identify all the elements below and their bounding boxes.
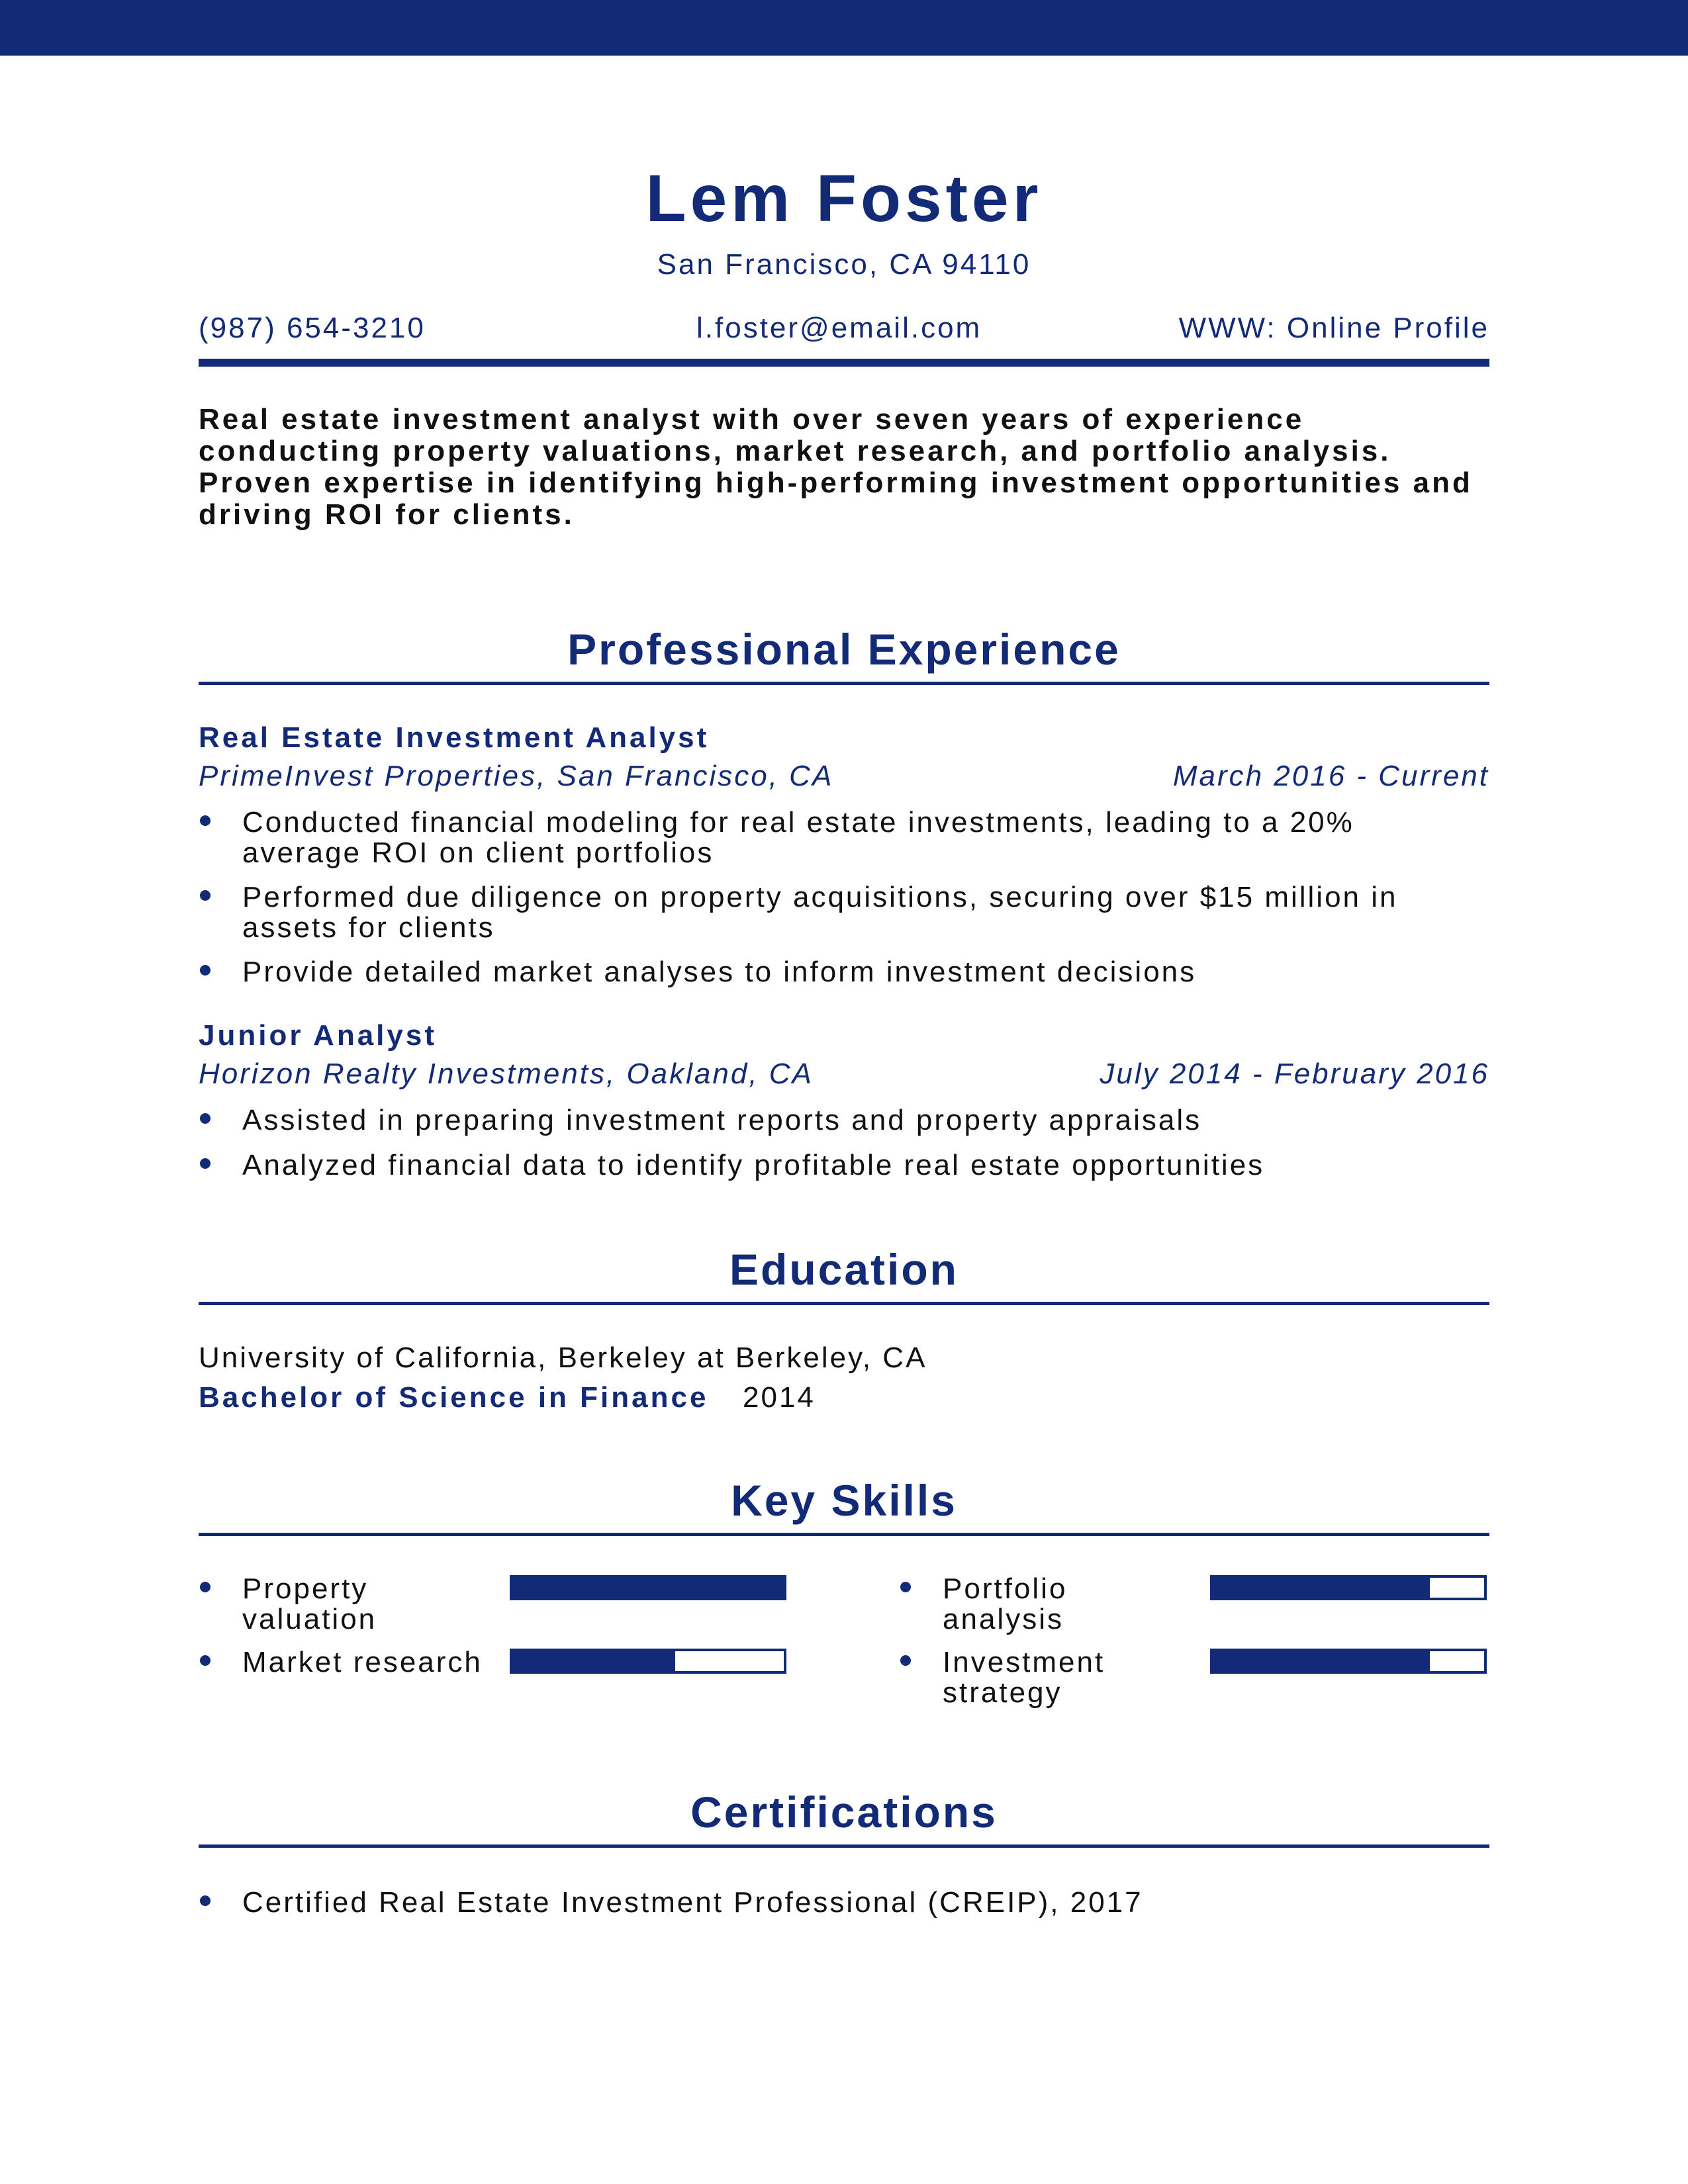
top-accent-bar	[0, 0, 1688, 56]
education-divider	[199, 1302, 1489, 1305]
bullet-dot	[200, 1895, 211, 1906]
job-title: Real Estate Investment Analyst	[199, 721, 710, 754]
experience-divider	[199, 682, 1489, 685]
certifications-divider	[199, 1844, 1489, 1848]
bullet-dot	[900, 1582, 911, 1592]
skill-item	[199, 1647, 788, 1711]
bullet-text: Analyzed financial data to identify profitable real estate opportunities	[242, 1149, 1265, 1181]
bullet-dot	[900, 1655, 911, 1666]
skill-level-fill	[512, 1578, 784, 1598]
education-year: 2014	[743, 1381, 816, 1414]
bullet-text: Performed due diligence on property acquisitions, securing over $15 million in assets for clients	[242, 881, 1398, 944]
email-address: l.foster@email.com	[696, 312, 982, 344]
skill-level-fill	[512, 1651, 675, 1671]
bullet-text: Provide detailed market analyses to inform investment decisions	[242, 956, 1197, 988]
skill-label: Property valuation	[242, 1572, 377, 1635]
education-heading: Education	[729, 1245, 959, 1294]
phone-number: (987) 654-3210	[199, 312, 426, 344]
website-link[interactable]: WWW: Online Profile	[1178, 312, 1489, 344]
skill-level-bar	[510, 1649, 786, 1674]
bullet-dot	[200, 1582, 211, 1592]
job-dates: July 2014 - February 2016	[1100, 1058, 1489, 1090]
certifications-heading: Certifications	[690, 1788, 998, 1837]
skill-level-fill	[1213, 1578, 1430, 1598]
skill-level-bar	[1210, 1575, 1487, 1600]
bullet-text: Certified Real Estate Investment Professional (CREIP), 2017	[242, 1886, 1143, 1919]
bullet-text: Assisted in preparing investment reports and property appraisals	[242, 1104, 1202, 1136]
skill-item	[899, 1647, 1488, 1711]
education-degree: Bachelor of Science in Finance	[199, 1381, 709, 1414]
professional-summary: Real estate investment analyst with over seven years of experience conducting property valuations, market research, and portfolio analysis. Proven expertise in identifying high-performing investment opportunities and driving ROI for clients.	[199, 403, 1473, 531]
candidate-location: San Francisco, CA 94110	[657, 248, 1031, 281]
bullet-text: Conducted financial modeling for real estate investments, leading to a 20% average ROI on client portfolios	[242, 806, 1354, 869]
skill-item	[899, 1574, 1488, 1637]
bullet-dot	[200, 965, 211, 976]
candidate-name: Lem Foster	[645, 161, 1043, 236]
bullet-dot	[200, 1655, 211, 1666]
experience-heading: Professional Experience	[567, 625, 1121, 674]
bullet-dot	[200, 1158, 211, 1169]
skill-item	[199, 1574, 788, 1637]
skill-level-fill	[1213, 1651, 1430, 1671]
skill-level-bar	[1210, 1649, 1487, 1674]
job-company: PrimeInvest Properties, San Francisco, CA	[199, 760, 834, 792]
skill-label: Portfolio analysis	[943, 1572, 1068, 1635]
skill-label: Investment strategy	[943, 1646, 1105, 1709]
header-divider	[199, 359, 1489, 367]
job-title: Junior Analyst	[199, 1019, 437, 1052]
skills-divider	[199, 1533, 1489, 1536]
bullet-dot	[200, 815, 211, 826]
skill-label: Market research	[242, 1646, 483, 1678]
skills-heading: Key Skills	[731, 1476, 957, 1525]
bullet-dot	[200, 1113, 211, 1124]
education-school: University of California, Berkeley at Berkeley, CA	[199, 1342, 927, 1374]
skill-level-bar	[510, 1575, 786, 1600]
job-dates: March 2016 - Current	[1172, 760, 1489, 792]
bullet-dot	[200, 890, 211, 901]
job-company: Horizon Realty Investments, Oakland, CA	[199, 1058, 814, 1090]
